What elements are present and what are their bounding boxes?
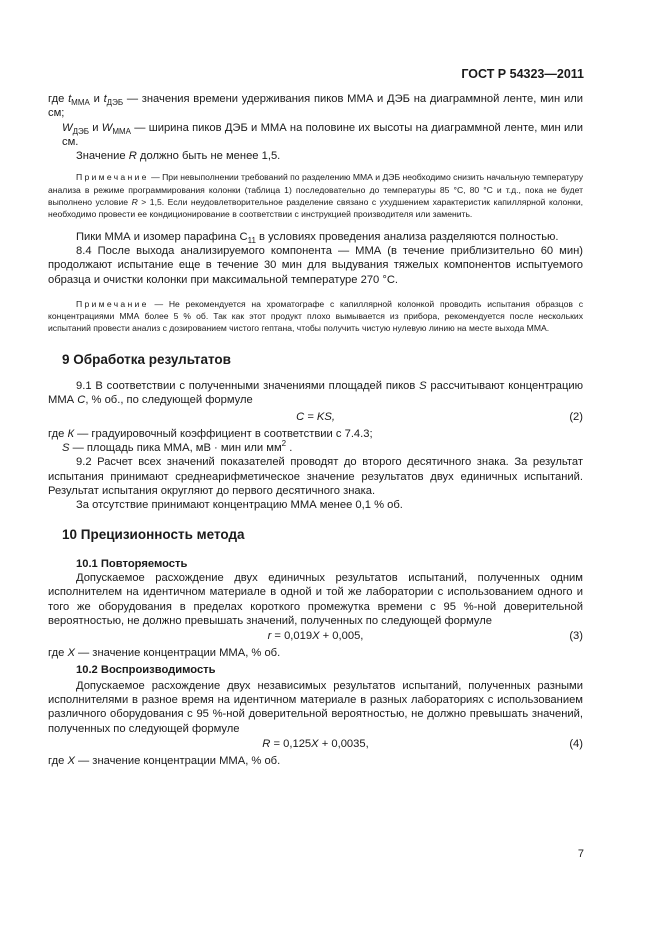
clause-9-3: За отсутствие принимают концентрацию ММА менее 0,1 % об.	[76, 499, 403, 512]
note-heptane: Примечание — Не рекомендуется на хроматографе с капиллярной колонкой проводить испытания образцов с концентрациями ММА более 5 % об. Так как этот продукт плохо вымывается из прибора, рекомендуется после нескольких испытаний провести анализ с дозированием чистого гептана, чтобы получить чистую нулевую линию на месте выхода ММА.	[48, 298, 583, 334]
clause-10-2: Допускаемое расхождение двух независимых результатов испытаний, полученных разными исполнителями в разное время на идентичном материале в разных лабораториях с использованием различного оборудования с 95 %-ной доверительной вероятностью, не должно превышать значений, полученных по следующей формуле	[48, 679, 583, 735]
peaks-paragraph: Пики ММА и изомер парафина $С_{11}$ в условиях проведения анализа разделяются полностью.	[76, 230, 559, 245]
definition-x-2: где X — значение концентрации ММА, % об.	[48, 754, 281, 767]
section-10-title: 10 Прецизионность метода	[62, 527, 245, 543]
definition-s: S — площадь пика ММА, мВ · мин или $мм^2$ .	[62, 438, 293, 454]
subsection-10-1-title: 10.1 Повторяемость	[76, 557, 188, 570]
definition-x-1: где X — значение концентрации ММА, % об.	[48, 647, 281, 660]
clause-9-1: 9.1 В соответствии с полученными значениями площадей пиков S рассчитывают концентрацию ММА С, % об., по следующей формуле	[48, 380, 583, 407]
formula-4: R = 0,125X + 0,0035, (4)	[262, 737, 583, 750]
clause-8-4: 8.4 После выхода анализируемого компонента — ММА (в течение приблизительно 60 мин) продолжают испытание еще в течение 30 мин для выдувания тяжелых компонентов испытуемого образца и очистки колонки при максимальной температуре 270 °С.	[48, 244, 583, 286]
formula-3: r = 0,019X + 0,005, (3)	[267, 630, 583, 643]
note-separation: Примечание — При невыполнении требований по разделению ММА и ДЭБ необходимо снизить начальную температуру анализа в режиме программирования колонки (таблица 1) последовательно до температуры 85 °С, 80 °С и т.д., пока не будет выполнено условие R > 1,5. Если неудовлетворительное разделение связано с ухудшением характеристик капиллярной колонки, необходимо провести ее кондиционирование в соответствии с инструкцией производителя или заменить.	[48, 172, 584, 220]
clause-9-2: 9.2 Расчет всех значений показателей проводят до второго десятичного знака. За результат испытания принимают среднеарифметическое значение результатов двух единичных испытаний. Результат испытания округляют до первого десятичного знака.	[48, 456, 583, 497]
page-content	[48, 92, 583, 768]
section-9-title: 9 Обработка результатов	[62, 351, 231, 367]
formula-3-number: (3)	[569, 630, 583, 643]
clause-10-1: Допускаемое расхождение двух единичных результатов испытаний, полученных одним исполнителем на идентичном материале в одной и той же лаборатории с использованием одного и того же оборудования в пределах короткого промежутка времени с 95 %-ной доверительной вероятностью, не должно превышать значений, полученных по следующей формуле	[48, 572, 583, 627]
definition-k: где К — градуировочный коэффициент в соответствии с 7.4.3;	[48, 427, 373, 440]
formula-2-number: (2)	[569, 410, 583, 423]
standard-header: ГОСТ Р 54323—2011	[461, 67, 584, 81]
formula-4-number: (4)	[569, 737, 583, 750]
subsection-10-2-title: 10.2 Воспроизводимость	[76, 663, 216, 676]
resolution-requirement: Значение R должно быть не менее 1,5.	[76, 150, 281, 163]
definition-w: $W_{ДЭБ}$ и $W_{ММА}$ — ширина пиков ДЭБ и ММА на половине их высоты на диаграммной ленте, мин или см.	[62, 121, 583, 148]
page-number: 7	[577, 848, 584, 860]
formula-2: С = KS, (2)	[296, 410, 583, 423]
definition-t: где $t_{ММА}$ и $t_{ДЭБ}$ — значения времени удерживания пиков ММА и ДЭБ на диаграммной ленте, мин или см;	[48, 93, 583, 120]
